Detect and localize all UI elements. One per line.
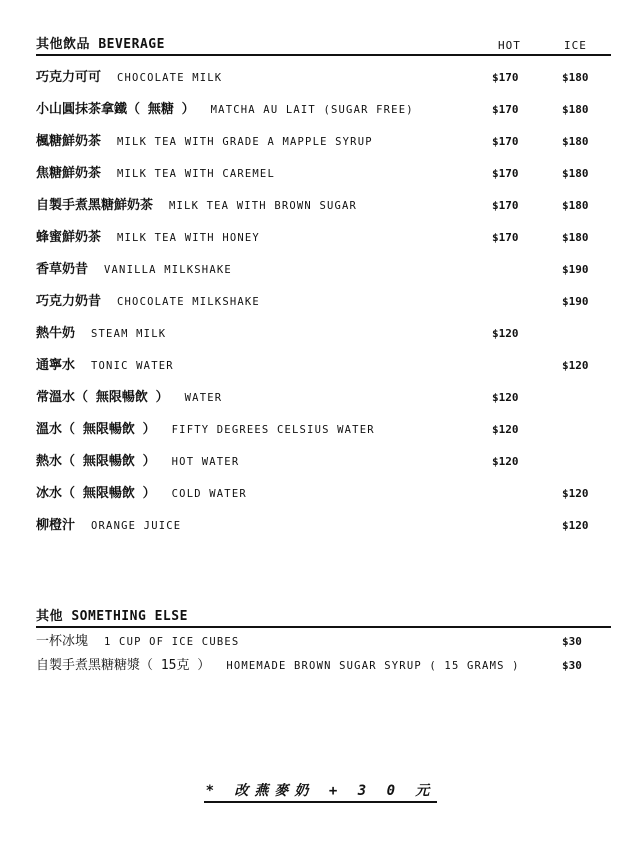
beverage-section-title: 其他飲品 BEVERAGE [36,37,165,52]
something-else-section-title: 其他 SOMETHING ELSE [36,609,188,624]
menu-item [36,484,611,504]
item-name-en: MILK TEA WITH BROWN SUGAR [169,200,358,212]
menu-item [36,196,611,216]
menu-item [36,68,611,88]
hot-price: $170 [492,71,519,84]
menu-item [36,132,611,152]
item-name-zh: 熱牛奶 [36,326,76,341]
ice-price: $180 [562,167,589,180]
item-name-en: WATER [184,392,223,404]
item-name-zh: 焦糖鮮奶茶 [36,166,102,181]
item-name-zh: 通寧水 [36,358,76,373]
menu-item [36,228,611,248]
menu-item [36,356,611,376]
oat-milk-note-text: * 改燕麥奶 + 3 0 元 [204,780,438,803]
item-name-en: CHOCOLATE MILK [117,72,223,84]
item-name-en: HOMEMADE BROWN SUGAR SYRUP ( 15 GRAMS ) [226,660,520,672]
hot-price: $120 [492,423,519,436]
ice-price: $190 [562,295,589,308]
item-name-zh: 一杯冰塊 [36,634,89,649]
beverage-section-header [36,34,611,56]
item-name-zh: 自製手煮黑糖糖漿（ 15克 ） [36,658,211,673]
item-name-en: MATCHA AU LAIT (SUGAR FREE) [210,104,414,116]
item-name-en: COLD WATER [171,488,247,500]
hot-price: $170 [492,167,519,180]
item-name-zh: 柳橙汁 [36,518,76,533]
menu-item [36,656,611,676]
item-name-zh: 常溫水（ 無限暢飲 ） [36,390,169,405]
item-name-zh: 香草奶昔 [36,262,89,277]
ice-price: $180 [562,135,589,148]
ice-price: $120 [562,359,589,372]
item-name-zh: 溫水（ 無限暢飲 ） [36,422,156,437]
something-else-section-header [36,606,611,628]
ice-price: $180 [562,231,589,244]
item-name-en: MILK TEA WITH HONEY [117,232,260,244]
item-name-zh: 巧克力可可 [36,70,102,85]
ice-price: $180 [562,199,589,212]
item-name-zh: 冰水（ 無限暢飲 ） [36,486,156,501]
item-name-en: HOT WATER [171,456,240,468]
ice-column-header: ICE [564,39,587,52]
ice-price: $180 [562,103,589,116]
item-name-en: FIFTY DEGREES CELSIUS WATER [171,424,375,436]
menu-item [36,260,611,280]
item-name-en: VANILLA MILKSHAKE [104,264,232,276]
menu-item [36,164,611,184]
oat-milk-note [0,780,641,803]
ice-price: $190 [562,263,589,276]
menu-item [36,420,611,440]
item-name-en: MILK TEA WITH CAREMEL [117,168,275,180]
menu-item [36,452,611,472]
item-price: $30 [562,659,582,672]
menu-item [36,632,611,652]
ice-price: $120 [562,487,589,500]
item-name-zh: 小山圓抹茶拿鐵（ 無糖 ） [36,102,195,117]
hot-price: $120 [492,455,519,468]
hot-price: $170 [492,103,519,116]
item-name-zh: 巧克力奶昔 [36,294,102,309]
hot-price: $170 [492,199,519,212]
menu-item [36,292,611,312]
menu-item [36,100,611,120]
item-name-en: STEAM MILK [91,328,167,340]
item-name-zh: 蜂蜜鮮奶茶 [36,230,102,245]
menu-item [36,516,611,536]
item-name-en: ORANGE JUICE [91,520,182,532]
item-name-zh: 楓糖鮮奶茶 [36,134,102,149]
menu-item [36,388,611,408]
item-name-en: 1 CUP OF ICE CUBES [104,636,240,648]
ice-price: $180 [562,71,589,84]
hot-price: $170 [492,231,519,244]
item-name-en: MILK TEA WITH GRADE A MAPPLE SYRUP [117,136,373,148]
hot-column-header: HOT [498,39,521,52]
hot-price: $170 [492,135,519,148]
hot-price: $120 [492,327,519,340]
item-price: $30 [562,635,582,648]
item-name-en: CHOCOLATE MILKSHAKE [117,296,260,308]
item-name-zh: 自製手煮黑糖鮮奶茶 [36,198,154,213]
item-name-zh: 熱水（ 無限暢飲 ） [36,454,156,469]
ice-price: $120 [562,519,589,532]
menu-item [36,324,611,344]
hot-price: $120 [492,391,519,404]
item-name-en: TONIC WATER [91,360,174,372]
